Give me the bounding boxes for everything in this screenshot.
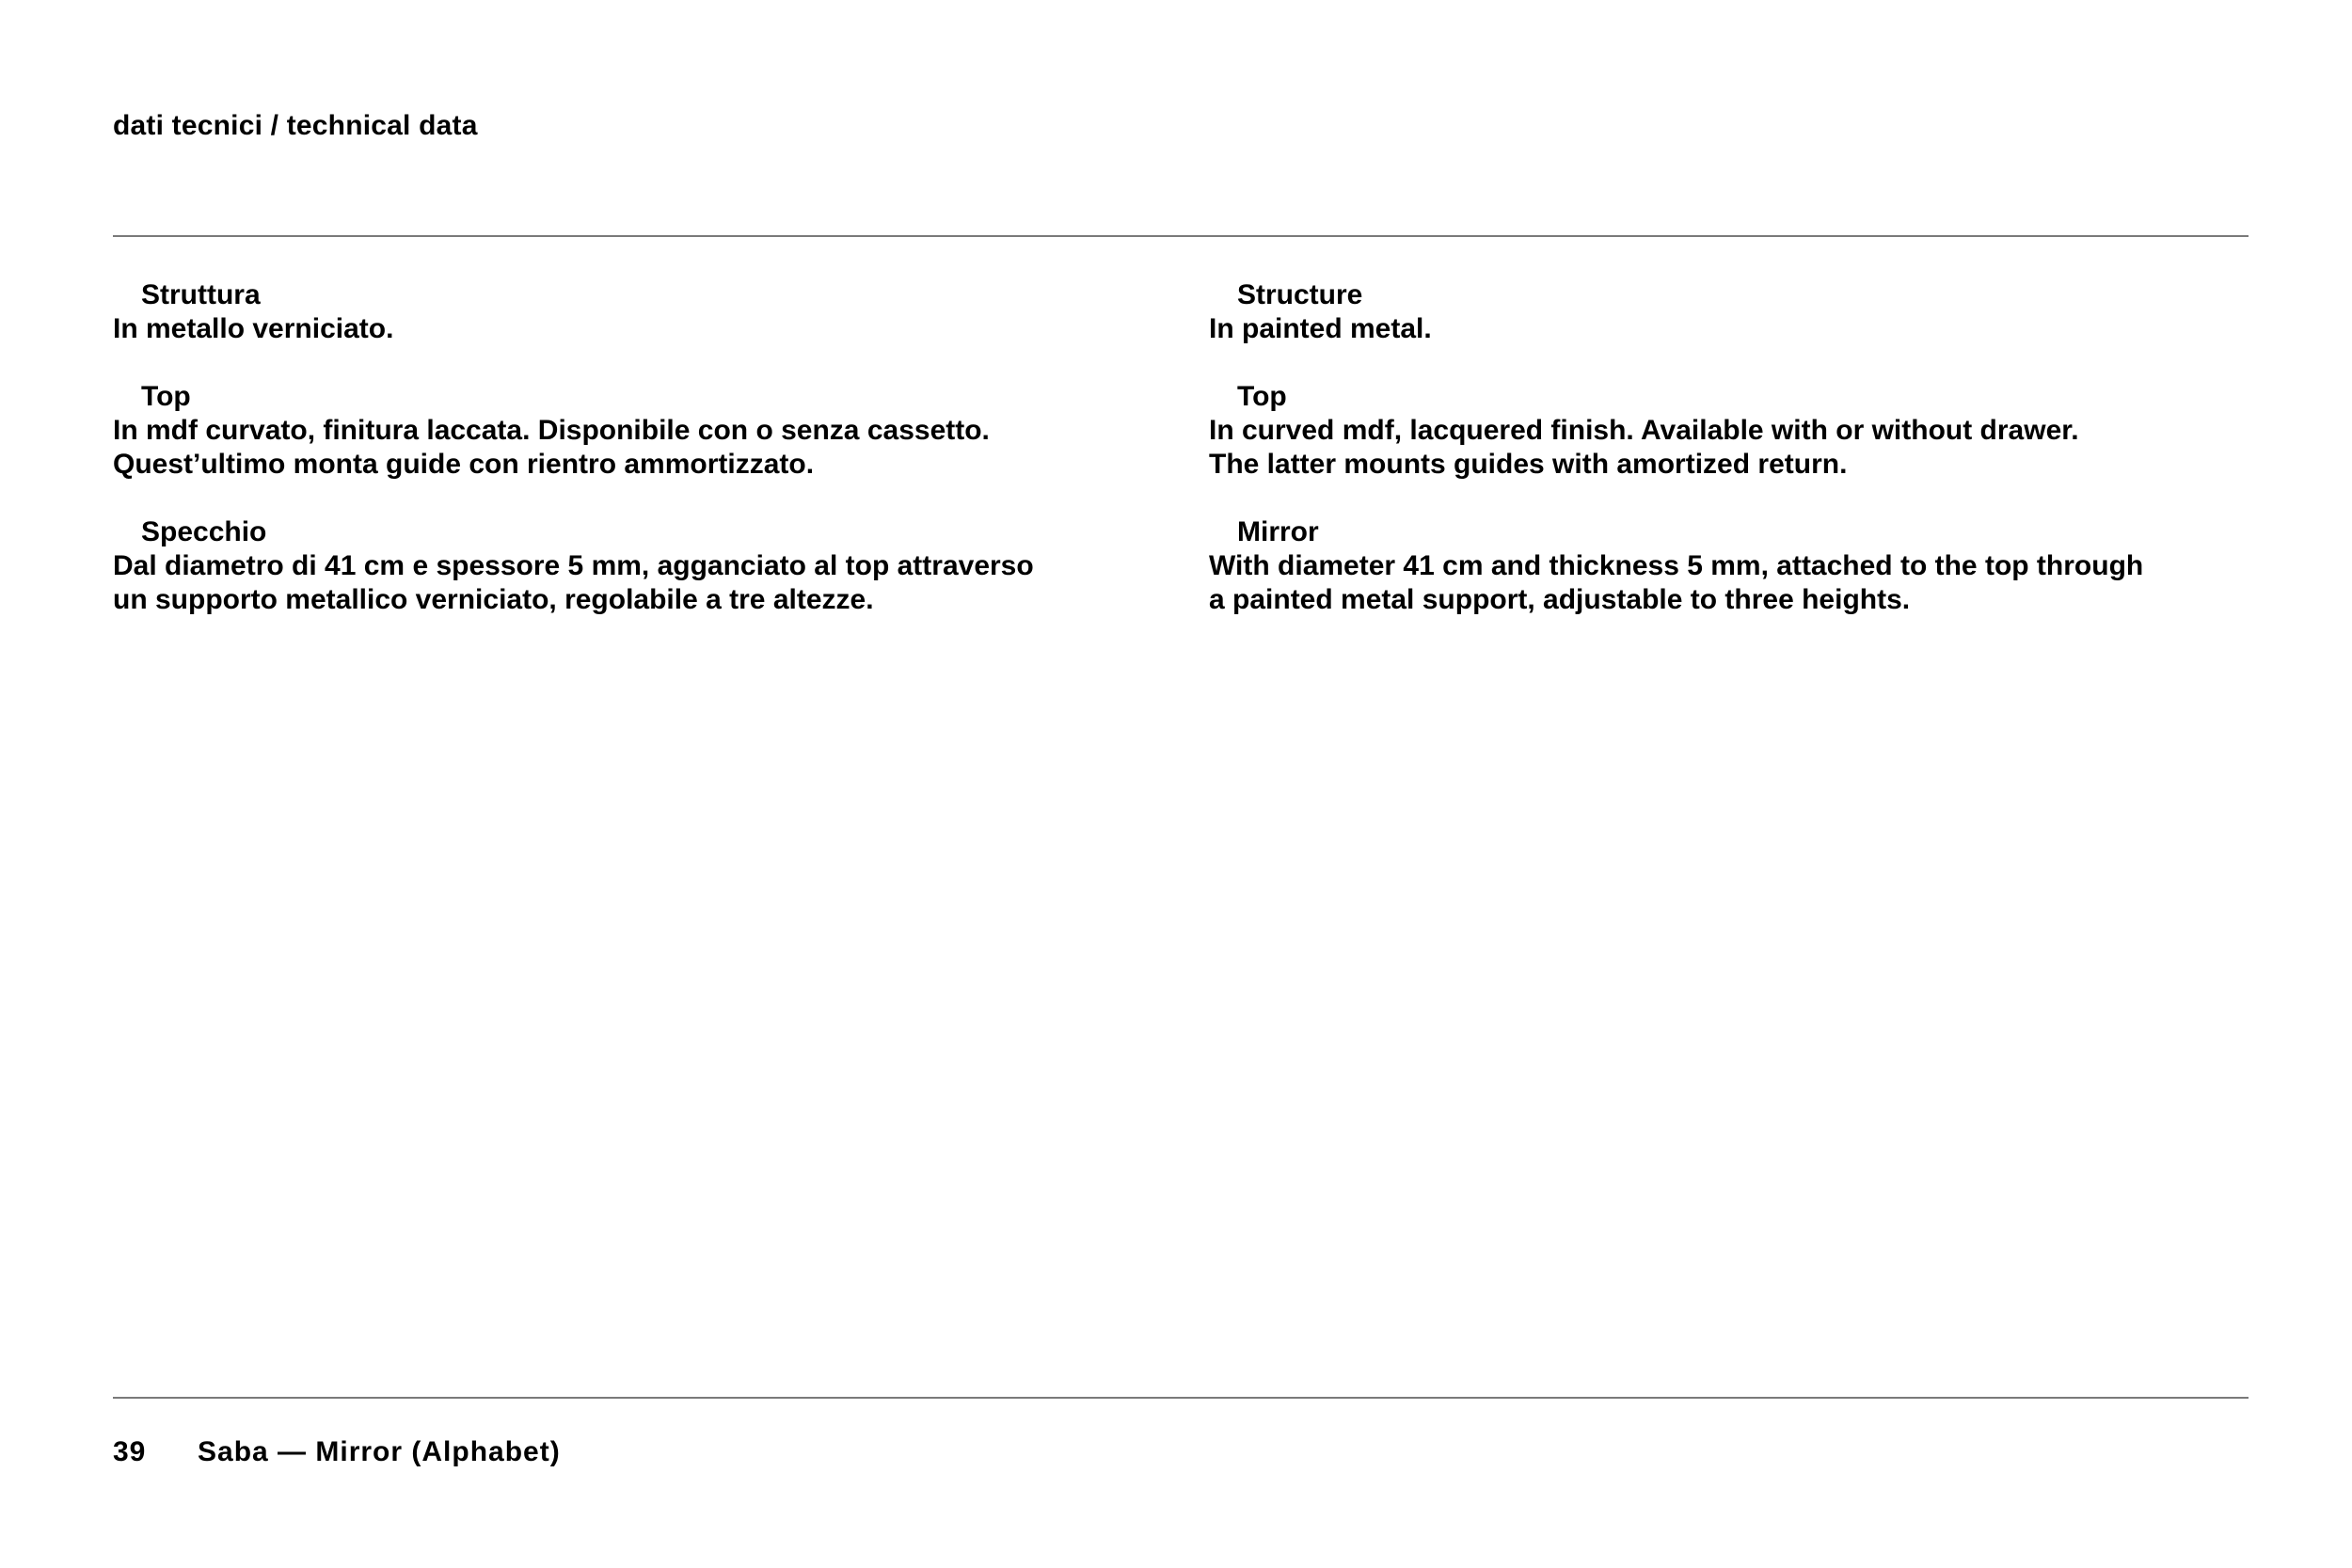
page-title: dati tecnici / technical data [113, 110, 478, 141]
section-text-line: Dal diametro di 41 cm e spessore 5 mm, agganciato al top attraverso [113, 550, 1034, 581]
section-heading: Structure [1237, 279, 1363, 310]
section-top [1209, 380, 2244, 482]
top-divider [113, 235, 2249, 237]
section-text-line: With diameter 41 cm and thickness 5 mm, attached to the top through [1209, 550, 2144, 581]
section-top [113, 380, 1148, 482]
page-number: 39 [113, 1436, 147, 1467]
section-specchio [113, 515, 1148, 617]
section-structure [1209, 278, 2244, 346]
section-heading: Struttura [141, 279, 261, 310]
section-text-line: a painted metal support, adjustable to three heights. [1209, 584, 1911, 615]
section-heading: Mirror [1237, 516, 1319, 547]
section-text-line: Quest’ultimo monta guide con rientro ammortizzato. [113, 449, 815, 480]
section-text-line: un supporto metallico verniciato, regolabile a tre altezze. [113, 584, 874, 615]
section-struttura [113, 278, 1148, 346]
section-mirror [1209, 515, 2244, 617]
product-name: Saba — Mirror (Alphabet) [198, 1436, 561, 1467]
english-column [1209, 278, 2244, 651]
section-text-line: In mdf curvato, finitura laccata. Disponibile con o senza cassetto. [113, 415, 990, 446]
section-heading: Top [141, 381, 191, 412]
section-text-line: The latter mounts guides with amortized return. [1209, 449, 1848, 480]
section-text-line: In curved mdf, lacquered finish. Available with or without drawer. [1209, 415, 2079, 446]
section-heading: Specchio [141, 516, 267, 547]
italian-column [113, 278, 1148, 651]
bottom-divider [113, 1397, 2249, 1399]
section-text-line: In metallo verniciato. [113, 313, 394, 344]
section-heading: Top [1237, 381, 1287, 412]
page-footer [113, 1435, 561, 1469]
section-text-line: In painted metal. [1209, 313, 1432, 344]
